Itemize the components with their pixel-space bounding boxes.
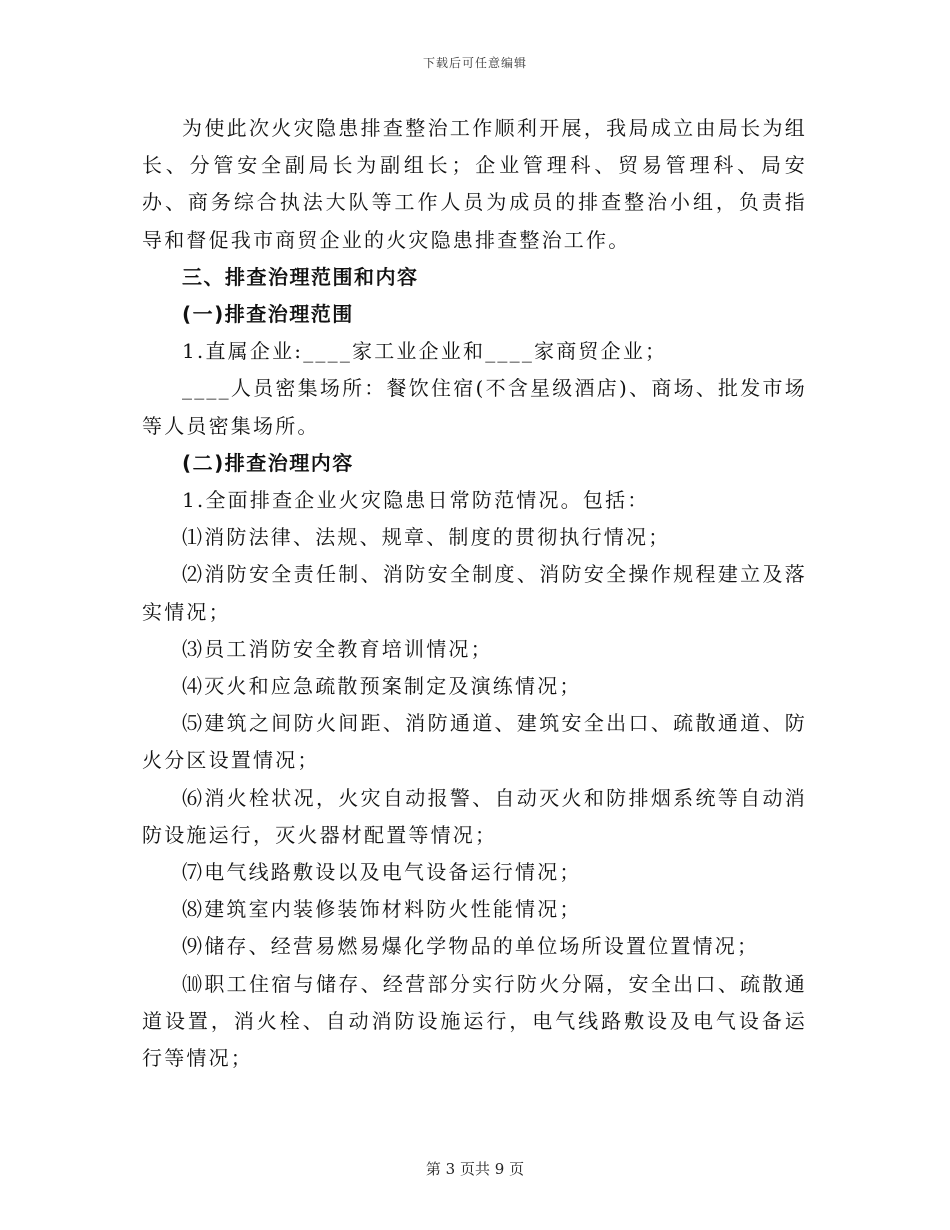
list-item-7: ⑺电气线路敷设以及电气设备运行情况； (182, 860, 582, 885)
subheading-content: (二)排查治理内容 (182, 450, 354, 475)
page-header: 下载后可任意编辑 (422, 56, 527, 70)
section-heading-3: 三、排查治理范围和内容 (182, 264, 419, 289)
paragraph-team-setup: 为使此次火灾隐患排查整治工作顺利开展，我局成立由局长为组长、分管安全副局长为副组长；企业管理科、贸易管理科、局安办、商务综合执法大队等工作人员为成员的排查整治小组，负责指导和督促我市商贸企业的火灾隐患排查整治工作。 (142, 116, 807, 252)
paragraph-item-1: 1.全面排查企业火灾隐患日常防范情况。包括： (182, 488, 650, 513)
document-body (142, 110, 807, 1077)
page-footer: 第 3 页共 9 页 (425, 1160, 525, 1178)
list-item-1: ⑴消防法律、法规、规章、制度的贯彻执行情况； (182, 525, 671, 550)
list-item-8: ⑻建筑室内装修装饰材料防火性能情况； (182, 897, 582, 922)
list-item-10: ⑽职工住宿与储存、经营部分实行防火分隔，安全出口、疏散通道设置，消火栓、自动消防设施运行，电气线路敷设及电气设备运行等情况； (142, 971, 807, 1071)
list-item-6: ⑹消火栓状况，火灾自动报警、自动灭火和防排烟系统等自动消防设施运行，灭火器材配置等情况； (142, 785, 807, 847)
paragraph-direct-enterprises: 1.直属企业:____家工业企业和____家商贸企业； (182, 339, 668, 364)
list-item-2: ⑵消防安全责任制、消防安全制度、消防安全操作规程建立及落实情况； (142, 562, 807, 624)
list-item-3: ⑶员工消防安全教育培训情况； (182, 636, 493, 661)
paragraph-crowded-places: ____人员密集场所：餐饮住宿(不含星级酒店)、商场、批发市场等人员密集场所。 (142, 376, 807, 438)
subheading-scope: (一)排查治理范围 (182, 302, 354, 327)
list-item-5: ⑸建筑之间防火间距、消防通道、建筑安全出口、疏散通道、防火分区设置情况； (142, 711, 807, 773)
list-item-9: ⑼储存、经营易燃易爆化学物品的单位场所设置位置情况； (182, 934, 760, 959)
list-item-4: ⑷灭火和应急疏散预案制定及演练情况； (182, 674, 582, 699)
